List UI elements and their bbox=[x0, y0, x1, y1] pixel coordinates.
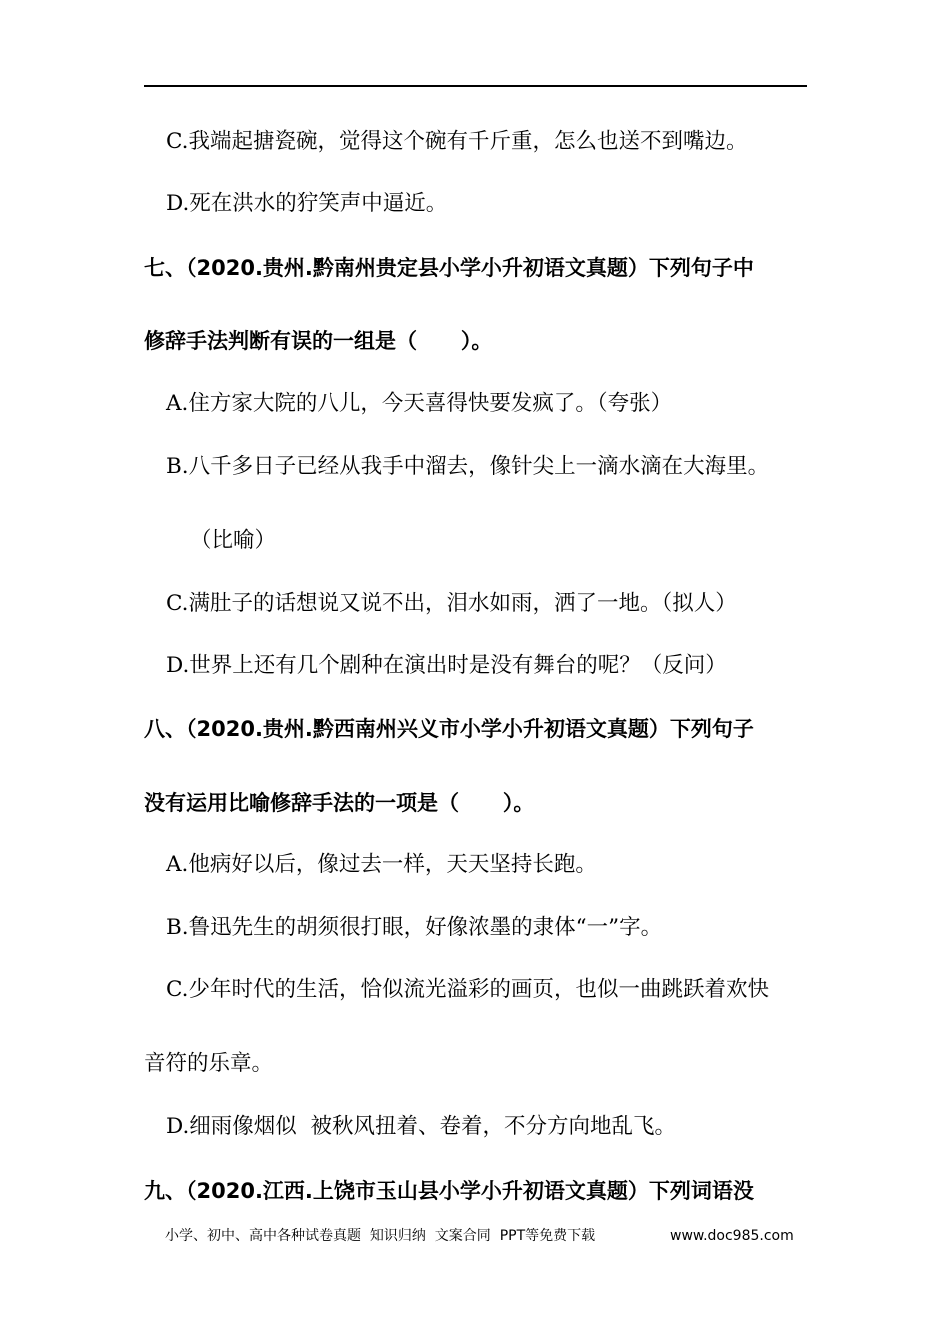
option-b-q7: B.八千多日子已经从我手中溜去，像针尖上一滴水滴在大海里。 bbox=[166, 454, 770, 479]
question-7-title: 七、（2020.贵州.黔南州贵定县小学小升初语文真题）下列句子中 bbox=[144, 256, 754, 280]
option-c-q8-cont: 音符的乐章。 bbox=[144, 1051, 274, 1076]
question-9-title: 九、（2020.江西.上饶市玉山县小学小升初语文真题）下列词语没 bbox=[144, 1179, 754, 1203]
question-7-title-cont: 修辞手法判断有误的一组是（ ）。 bbox=[144, 329, 493, 353]
option-d-q6: D.死在洪水的狞笑声中逼近。 bbox=[166, 191, 448, 216]
option-c-q8: C.少年时代的生活，恰似流光溢彩的画页，也似一曲跳跃着欢快 bbox=[166, 977, 770, 1002]
footer-text: 小学、初中、高中各种试卷真题 知识归纳 文案合同 PPT等免费下载 bbox=[165, 1228, 596, 1244]
footer-website[interactable]: www.doc985.com bbox=[670, 1228, 794, 1244]
option-a-q8: A.他病好以后，像过去一样，天天坚持长跑。 bbox=[166, 852, 597, 877]
question-8-title: 八、（2020.贵州.黔西南州兴义市小学小升初语文真题）下列句子 bbox=[144, 717, 754, 741]
option-d-q8: D.细雨像烟似 被秋风扭着、卷着，不分方向地乱飞。 bbox=[166, 1114, 676, 1139]
option-d-q7: D.世界上还有几个剧种在演出时是没有舞台的呢？（反问） bbox=[166, 653, 727, 678]
option-c-q6: C.我端起搪瓷碗，觉得这个碗有千斤重，怎么也送不到嘴边。 bbox=[166, 129, 748, 154]
option-b-q8: B.鲁迅先生的胡须很打眼，好像浓墨的隶体“一”字。 bbox=[166, 915, 663, 940]
option-c-q7: C.满肚子的话想说又说不出，泪水如雨，洒了一地。（拟人） bbox=[166, 591, 737, 616]
option-a-q7: A.住方家大院的八儿，今天喜得快要发疯了。（夸张） bbox=[166, 391, 673, 416]
question-8-title-cont: 没有运用比喻修辞手法的一项是（ ）。 bbox=[144, 791, 535, 815]
header-rule bbox=[144, 85, 807, 87]
option-b-q7-cont: （比喻） bbox=[190, 528, 277, 553]
